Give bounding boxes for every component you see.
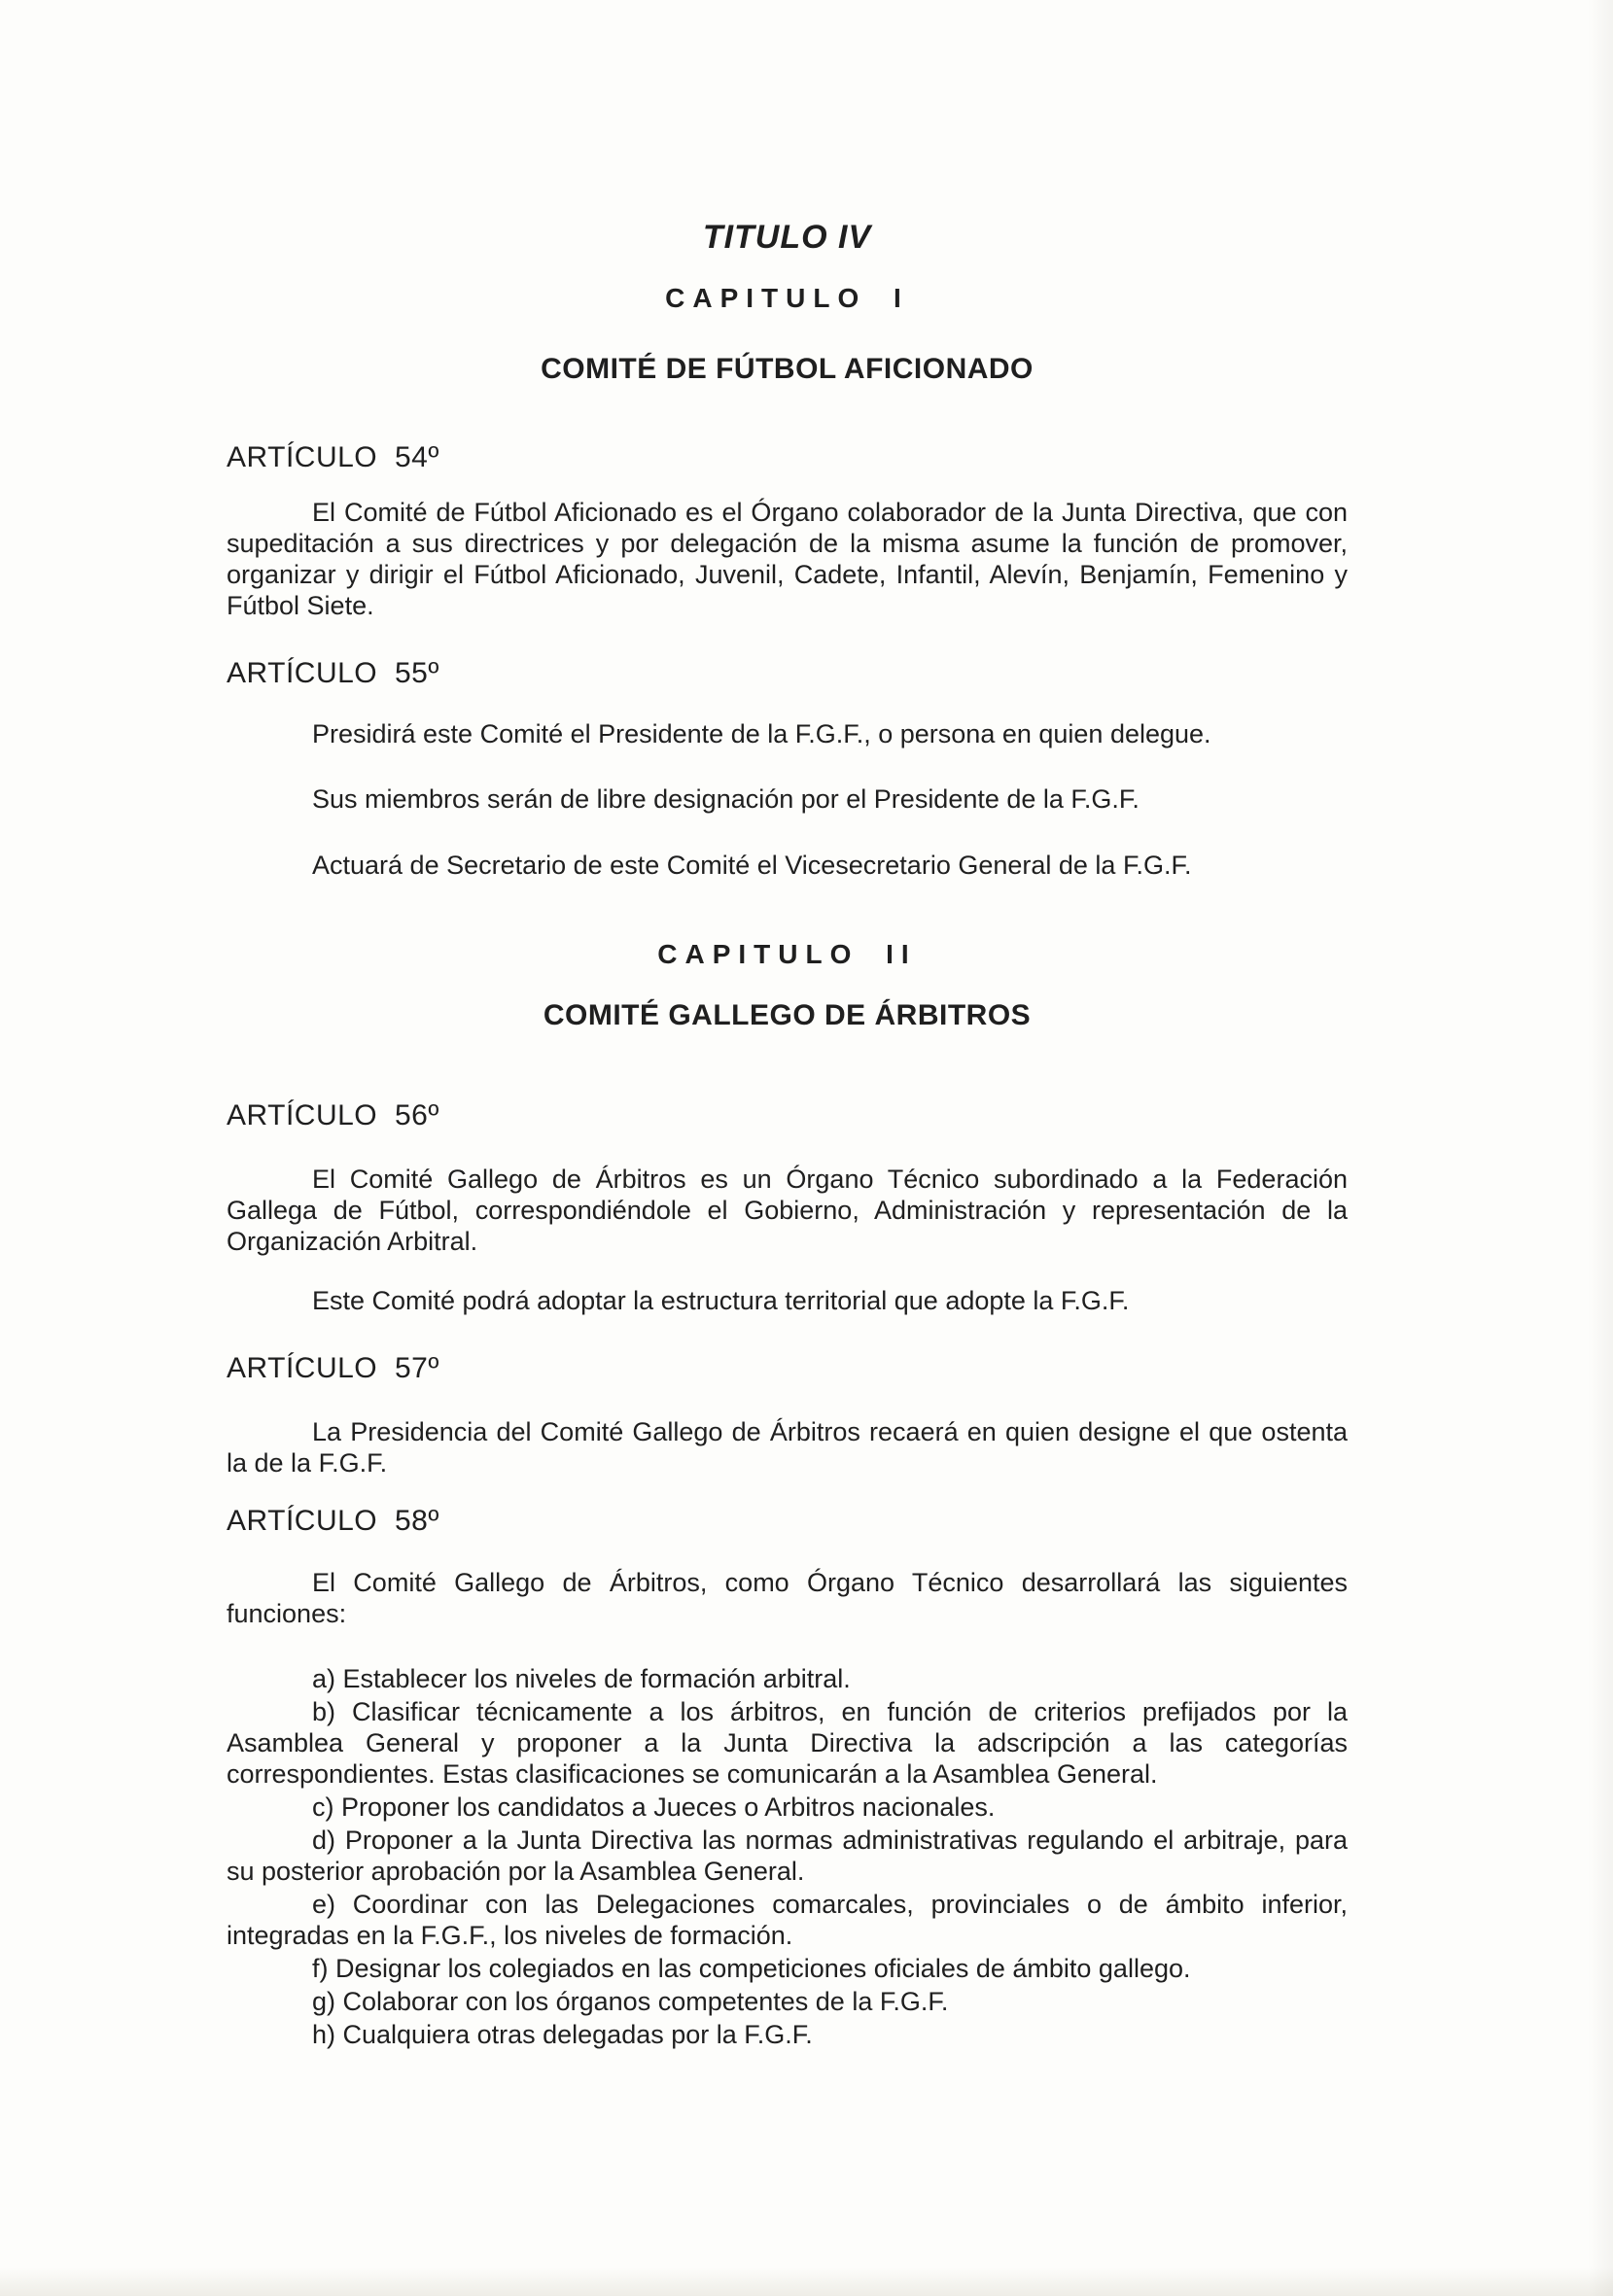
article-58-heading: ARTÍCULO 58º [227, 1505, 439, 1537]
function-item-d: d) Proponer a la Junta Directiva las normas administrativas regulando el arbitraje, para su posterior aprobación por la Asamblea General. [227, 1826, 1348, 1886]
function-item-g: g) Colaborar con los órganos competentes de la F.G.F. [312, 1987, 949, 2016]
chapter-1-heading: CAPITULO I [665, 283, 909, 313]
article-55-paragraph-2: Sus miembros serán de libre designación por el Presidente de la F.G.F. [312, 784, 1140, 814]
document-content [227, 0, 1348, 2050]
article-57-paragraph: La Presidencia del Comité Gallego de Árbitros recaerá en quien designe el que ostenta la de la F.G.F. [227, 1417, 1348, 1478]
function-item-c: c) Proponer los candidatos a Jueces o Arbitros nacionales. [312, 1792, 996, 1822]
article-56-paragraph-1: El Comité Gallego de Árbitros es un Órgano Técnico subordinado a la Federación Gallega de Fútbol, correspondiéndole el Gobierno, Administración y representación de la Organización Arbitral. [227, 1165, 1348, 1256]
chapter-2-heading: CAPITULO II [657, 939, 917, 969]
article-58-intro: El Comité Gallego de Árbitros, como Órgano Técnico desarrollará las siguientes funciones: [227, 1568, 1348, 1628]
article-56-paragraph-2: Este Comité podrá adoptar la estructura territorial que adopte la F.G.F. [312, 1286, 1130, 1315]
article-57-heading: ARTÍCULO 57º [227, 1352, 439, 1384]
article-56-heading: ARTÍCULO 56º [227, 1099, 439, 1131]
chapter-2-name: COMITÉ GALLEGO DE ÁRBITROS [543, 999, 1032, 1031]
article-55-paragraph-1: Presidirá este Comité el Presidente de la F.G.F., o persona en quien delegue. [312, 719, 1211, 748]
article-54-paragraph: El Comité de Fútbol Aficionado es el Órgano colaborador de la Junta Directiva, que con supeditación a sus directrices y por delegación de la misma asume la función de promover, organizar y dirigir el Fútbol Aficionado, Juvenil, Cadete, Infantil, Alevín, Benjamín, Femenino y Fútbol Siete. [227, 498, 1348, 620]
article-55-heading: ARTÍCULO 55º [227, 657, 439, 689]
function-item-f: f) Designar los colegiados en las competiciones oficiales de ámbito gallego. [312, 1954, 1191, 1983]
function-item-b: b) Clasificar técnicamente a los árbitros, en función de criterios prefijados por la Asamblea General y proponer a la Junta Directiva la adscripción a las categorías correspondientes. Estas clasificaciones se comunicarán a la Asamblea General. [227, 1697, 1348, 1789]
document-title: TITULO IV [702, 219, 872, 256]
chapter-1-name: COMITÉ DE FÚTBOL AFICIONADO [541, 353, 1034, 385]
article-54-heading: ARTÍCULO 54º [227, 441, 439, 473]
function-item-e: e) Coordinar con las Delegaciones comarcales, provinciales o de ámbito inferior, integradas en la F.G.F., los niveles de formación. [227, 1890, 1348, 1950]
function-item-h: h) Cualquiera otras delegadas por la F.G.F. [312, 2020, 813, 2049]
article-55-paragraph-3: Actuará de Secretario de este Comité el Vicesecretario General de la F.G.F. [312, 851, 1192, 880]
article-58-functions-list [227, 1663, 1348, 2050]
function-item-a: a) Establecer los niveles de formación arbitral. [312, 1664, 851, 1693]
